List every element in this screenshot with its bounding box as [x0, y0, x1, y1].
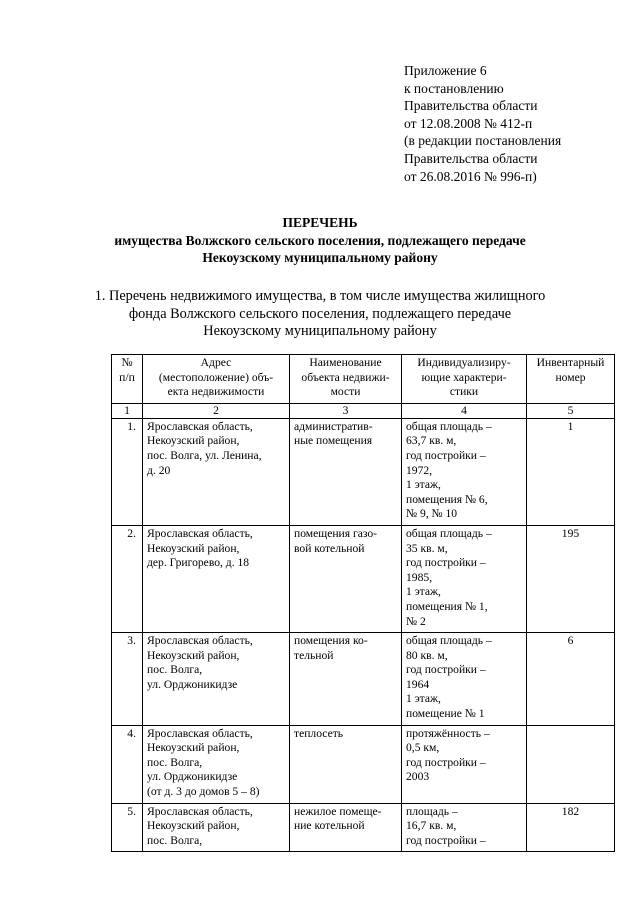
- table-row: [112, 418, 615, 525]
- column-number: 3: [290, 403, 402, 418]
- header-address: Адрес (местоположение) объ- екта недвижимости: [143, 355, 290, 404]
- column-number: 5: [527, 403, 615, 418]
- row-object-name: помещения газо- вой котельной: [290, 525, 402, 632]
- row-characteristics: общая площадь – 35 кв. м, год постройки – 1985, 1 этаж, помещения № 1, № 2: [402, 525, 527, 632]
- appendix-note: [404, 62, 624, 185]
- document-title: [0, 214, 640, 267]
- row-address: Ярославская область, Некоузский район, пос. Волга,: [143, 803, 290, 852]
- table-header-row: [112, 355, 615, 404]
- column-number: 1: [112, 403, 143, 418]
- row-characteristics: общая площадь – 63,7 кв. м, год постройки – 1972, 1 этаж, помещения № 6, № 9, № 10: [402, 418, 527, 525]
- row-inventory-number: 6: [527, 633, 615, 726]
- row-number: 2.: [112, 525, 143, 632]
- row-inventory-number: [527, 725, 615, 803]
- section-line: фонда Волжского сельского поселения, подлежащего передаче: [128, 305, 512, 322]
- appendix-line: от 26.08.2016 № 996-п): [404, 168, 537, 184]
- row-address: Ярославская область, Некоузский район, пос. Волга, ул. Орджоникидзе: [143, 633, 290, 726]
- row-address: Ярославская область, Некоузский район, пос. Волга, ул. Орджоникидзе (от д. 3 до домов 5 – 8): [143, 725, 290, 803]
- header-characteristics: Индивидуализиру- ющие характери- стики: [402, 355, 527, 404]
- row-characteristics: площадь – 16,7 кв. м, год постройки –: [402, 803, 527, 852]
- appendix-line: Приложение 6: [404, 63, 487, 78]
- property-table: [111, 354, 615, 852]
- row-number: 4.: [112, 725, 143, 803]
- row-characteristics: протяжённость – 0,5 км, год постройки – 2003: [402, 725, 527, 803]
- header-inventory-number: Инвентарный номер: [527, 355, 615, 404]
- row-object-name: административ- ные помещения: [290, 418, 402, 525]
- appendix-line: к постановлению: [404, 80, 504, 96]
- column-number: 4: [402, 403, 527, 418]
- title-line: имущества Волжского сельского поселения, подлежащего передаче: [114, 232, 526, 248]
- table-row: [112, 803, 615, 852]
- table-row: [112, 633, 615, 726]
- header-object-name: Наименование объекта недвижи- мости: [290, 355, 402, 404]
- appendix-line: (в редакции постановления: [404, 133, 562, 149]
- section-line: Некоузскому муниципальному району: [203, 323, 437, 339]
- title-heading: ПЕРЕЧЕНЬ: [282, 215, 358, 230]
- row-number: 5.: [112, 803, 143, 852]
- row-object-name: теплосеть: [290, 725, 402, 803]
- row-characteristics: общая площадь – 80 кв. м, год постройки – 1964 1 этаж, помещение № 1: [402, 633, 527, 726]
- title-line: Некоузскому муниципальному району: [202, 250, 438, 265]
- row-address: Ярославская область, Некоузский район, пос. Волга, ул. Ленина, д. 20: [143, 418, 290, 525]
- table-row: [112, 525, 615, 632]
- row-inventory-number: 195: [527, 525, 615, 632]
- row-number: 1.: [112, 418, 143, 525]
- column-number: 2: [143, 403, 290, 418]
- section-line: 1. Перечень недвижимого имущества, в том числе имущества жилищного: [94, 288, 546, 304]
- appendix-line: от 12.08.2008 № 412-п: [404, 115, 533, 131]
- row-object-name: нежилое помеще- ние котельной: [290, 803, 402, 852]
- section-heading: [0, 288, 640, 341]
- row-object-name: помещения ко- тельной: [290, 633, 402, 726]
- appendix-line: Правительства области: [404, 150, 538, 166]
- row-number: 3.: [112, 633, 143, 726]
- appendix-line: Правительства области: [404, 98, 538, 114]
- row-inventory-number: 1: [527, 418, 615, 525]
- table-row: [112, 725, 615, 803]
- column-number-row: [112, 403, 615, 418]
- header-number: № п/п: [112, 355, 143, 404]
- row-inventory-number: 182: [527, 803, 615, 852]
- row-address: Ярославская область, Некоузский район, дер. Григорево, д. 18: [143, 525, 290, 632]
